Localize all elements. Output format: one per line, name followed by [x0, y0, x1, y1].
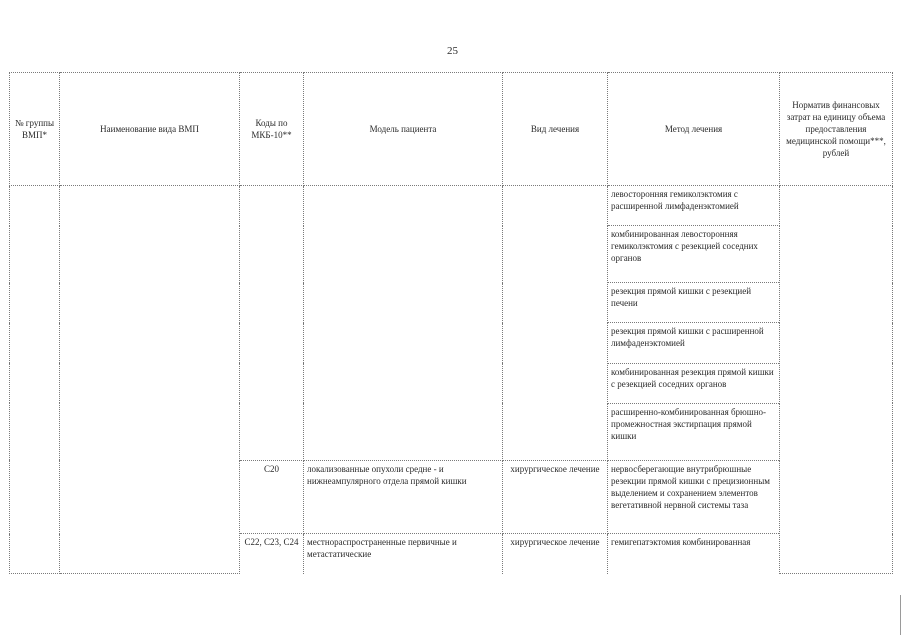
header-patient-model: Модель пациента	[304, 73, 503, 186]
table-row	[10, 186, 893, 226]
header-cost-standard: Норматив финансовых затрат на единицу объема предоставления медицинской помощи***, рублей	[780, 73, 893, 186]
codes-cell-continued	[240, 186, 304, 461]
method-cell: нервосберегающие внутрибрюшные резекции прямой кишки с прецизионным выделением и сохранением элементов вегетативной нервной системы таза	[608, 460, 780, 534]
header-icd-codes: Коды по МКБ-10**	[240, 73, 304, 186]
method-cell: гемигепатэктомия комбинированная	[608, 534, 780, 574]
method-cell: резекция прямой кишки с расширенной лимфаденэктомией	[608, 323, 780, 363]
method-cell: расширенно-комбинированная брюшно-промежностная экстирпация прямой кишки	[608, 403, 780, 460]
treatment-type-cell: хирургическое лечение	[503, 534, 608, 574]
code-cell: C20	[240, 460, 304, 534]
patient-model-cell: местнораспространенные первичные и метастатические	[304, 534, 503, 574]
method-cell: левосторонняя гемиколэктомия с расширенной лимфаденэктомией	[608, 186, 780, 226]
vmp-table	[9, 72, 893, 574]
patient-model-cell: локализованные опухоли средне - и нижнеампулярного отдела прямой кишки	[304, 460, 503, 534]
header-vmp-name: Наименование вида ВМП	[60, 73, 240, 186]
header-group-number: № группы ВМП*	[10, 73, 60, 186]
header-treatment-method: Метод лечения	[608, 73, 780, 186]
page-number: 25	[447, 45, 458, 57]
method-cell: комбинированная левосторонняя гемиколэктомия с резекцией соседних органов	[608, 226, 780, 283]
treatment-type-cell: хирургическое лечение	[503, 460, 608, 534]
group-number-cell	[10, 186, 60, 574]
treatment-cell-continued	[503, 186, 608, 461]
model-cell-continued	[304, 186, 503, 461]
header-treatment-type: Вид лечения	[503, 73, 608, 186]
vmp-name-cell	[60, 186, 240, 574]
scan-edge-line	[900, 595, 901, 635]
method-cell: комбинированная резекция прямой кишки с резекцией соседних органов	[608, 363, 780, 403]
cost-cell	[780, 186, 893, 574]
method-cell: резекция прямой кишки с резекцией печени	[608, 283, 780, 323]
code-cell: C22, C23, C24	[240, 534, 304, 574]
table-header-row	[10, 73, 893, 186]
